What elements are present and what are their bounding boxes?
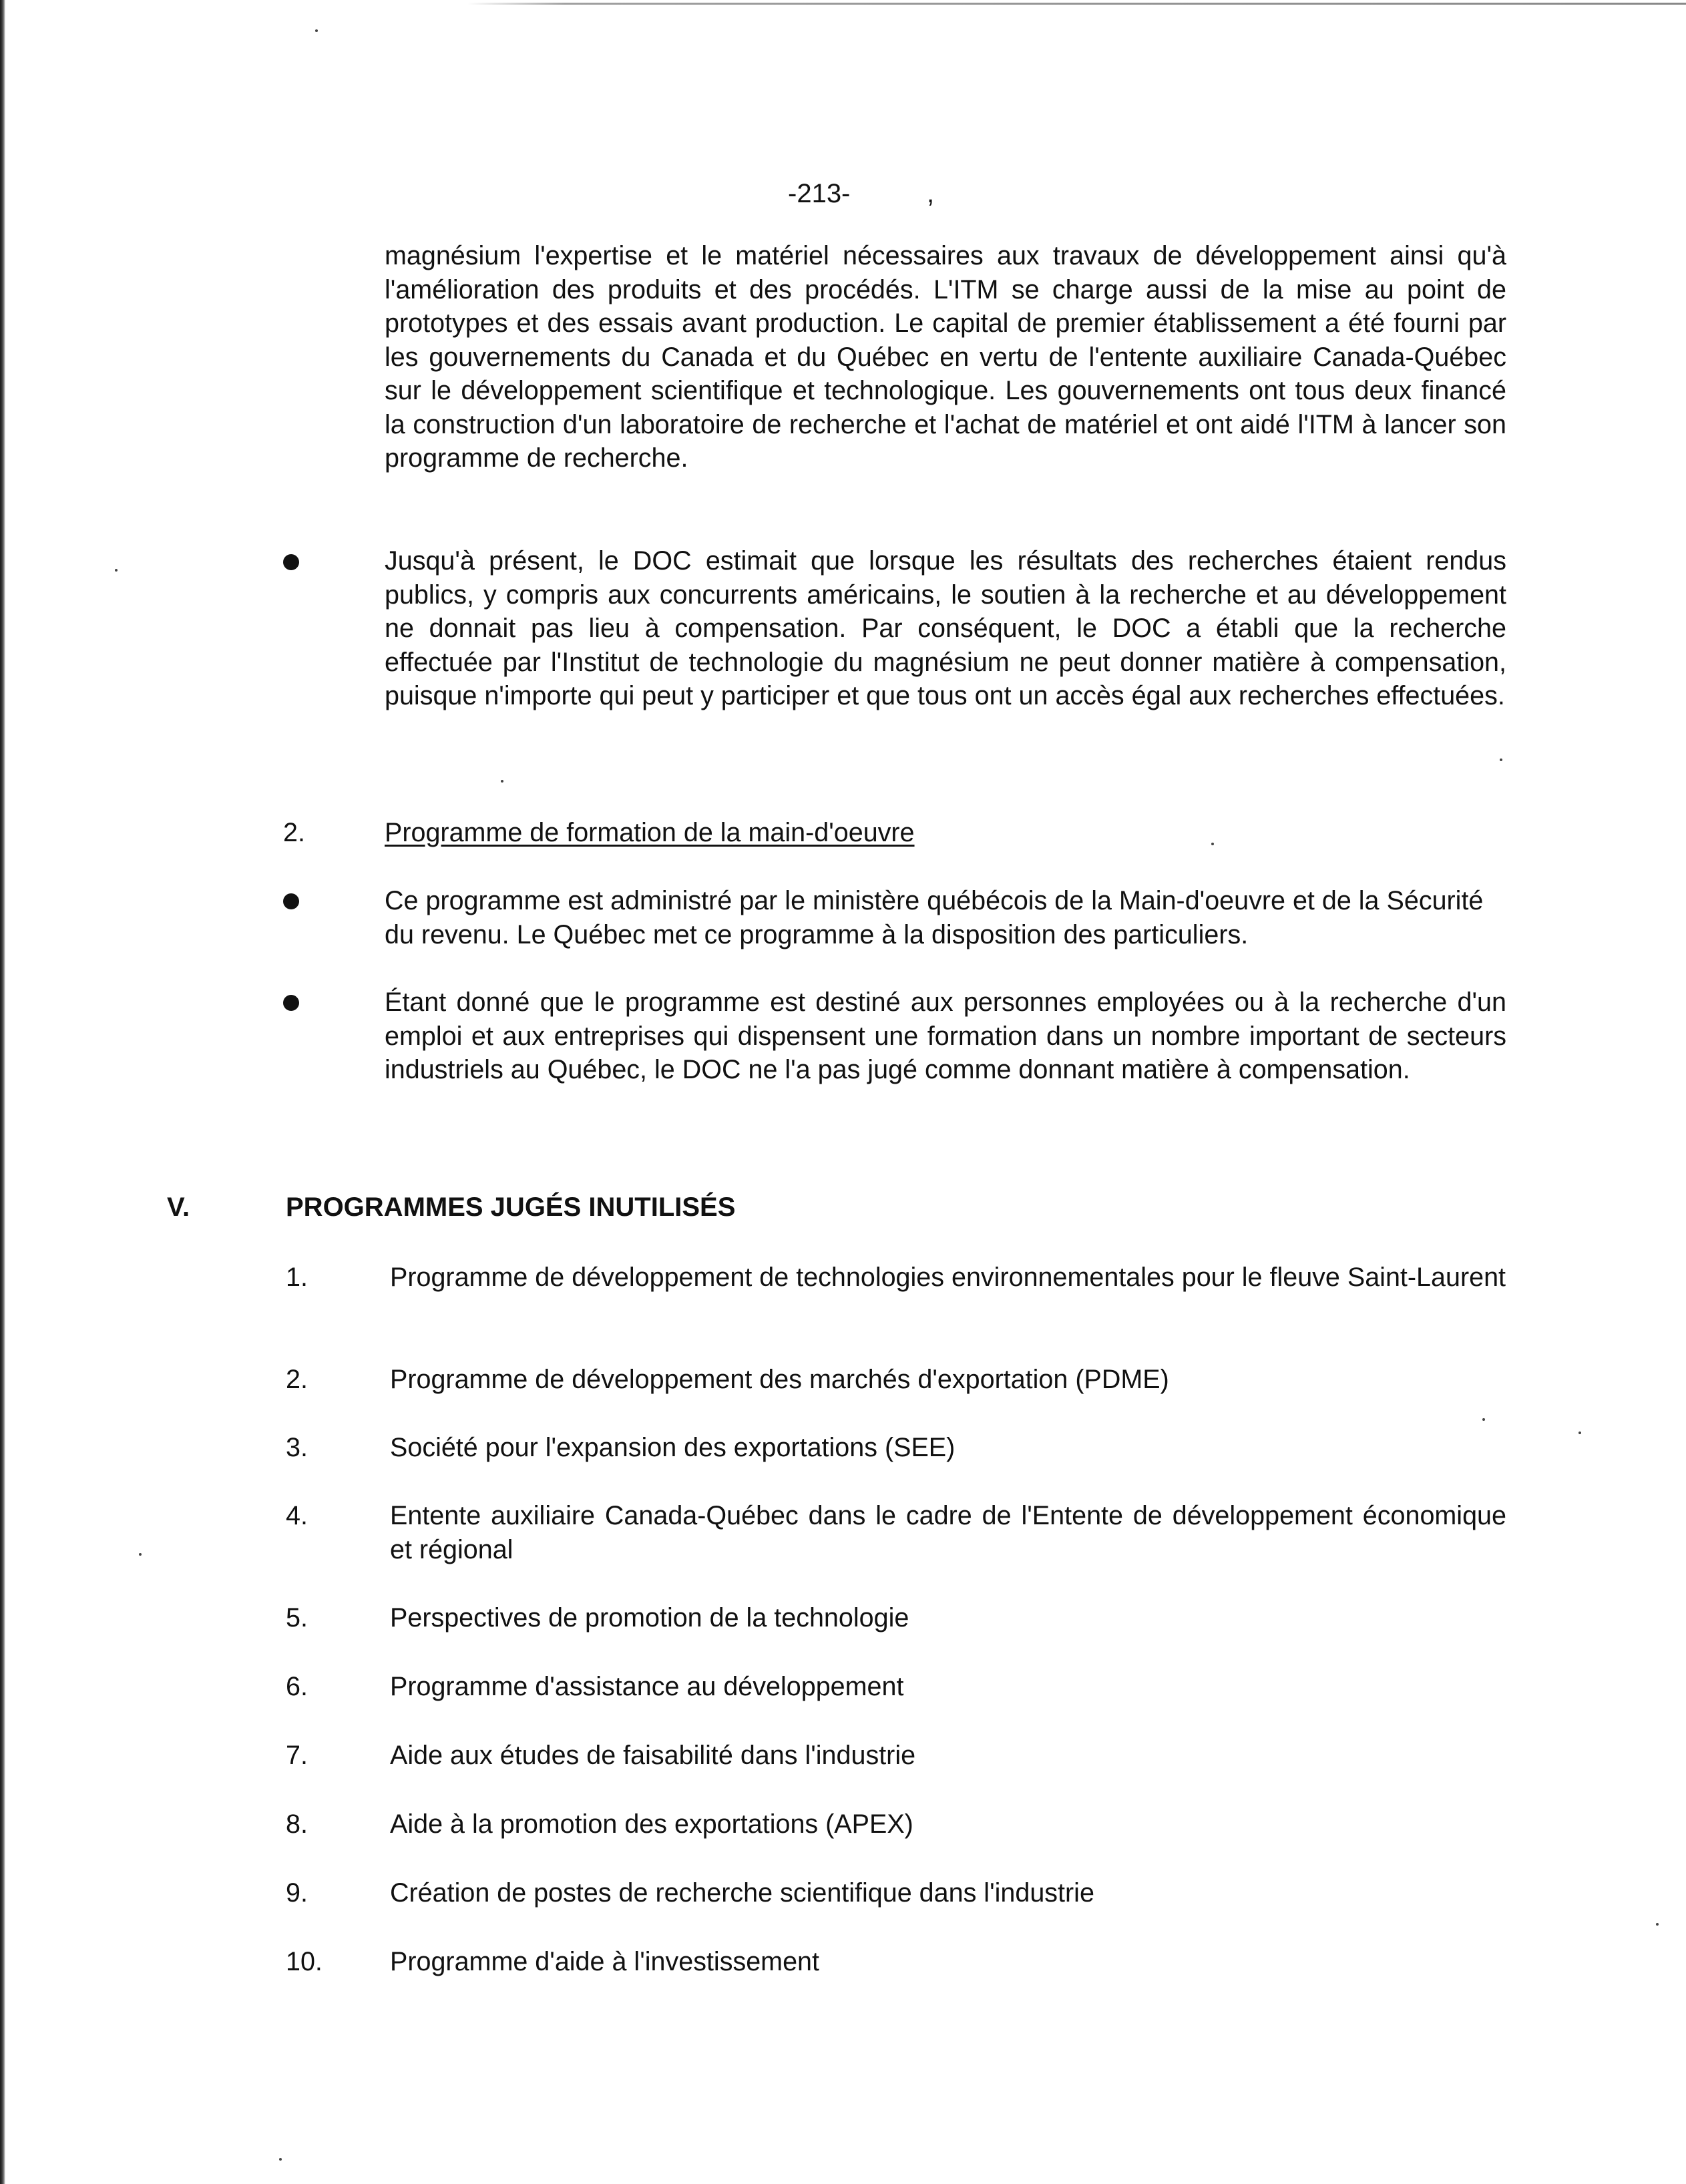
list-item-text: Aide aux études de faisabilité dans l'industrie [390, 1741, 916, 1770]
bullet-icon [283, 893, 299, 909]
section-2-bullet-2 [385, 986, 1506, 1087]
list-item-number: 4. [286, 1501, 308, 1530]
scan-speck [115, 569, 118, 572]
bullet-icon [283, 554, 299, 570]
section-2-title: Programme de formation de la main-d'oeuvre [385, 818, 915, 847]
list-item-text: Programme d'aide à l'investissement [390, 1947, 819, 1976]
intro-paragraph [385, 239, 1506, 475]
bullet-icon [283, 995, 299, 1011]
scan-speck [315, 29, 318, 32]
list-item-number: 5. [286, 1603, 308, 1632]
list-item-number: 6. [286, 1672, 308, 1701]
section-v-title: PROGRAMMES JUGÉS INUTILISÉS [286, 1192, 736, 1222]
section-v-number: V. [167, 1192, 190, 1222]
scan-speck [1578, 1432, 1581, 1434]
list-item-text: Programme de développement de technologies environnementales pour le fleuve Saint-Laurent [390, 1263, 1506, 1292]
list-item-number: 8. [286, 1809, 308, 1839]
intro-paragraph-text: magnésium l'expertise et le matériel nécessaires aux travaux de développement ainsi qu'à l'amélioration des produits et des procédés. L'ITM se charge aussi de la mise au point de prototypes et des essais avant production. Le capital de premier établissement a été fourni par les gouvernements du Canada et du Québec en vertu de l'entente auxiliaire Canada-Québec sur le développement scientifique et technologique. Les gouvernements ont tous deux financé la construction d'un laboratoire de recherche et l'achat de matériel et ont aidé l'ITM à lancer son programme de recherche. [385, 241, 1506, 473]
page-mark: , [927, 179, 935, 208]
list-item-text: Perspectives de promotion de la technologie [390, 1603, 909, 1632]
list-item-text: Société pour l'expansion des exportations (SEE) [390, 1433, 956, 1462]
research-bullet-text: Jusqu'à présent, le DOC estimait que lorsque les résultats des recherches étaient rendus publics, y compris aux concurrents américains, le soutien à la recherche et au développement ne donnait pas lieu à compensation. Par conséquent, le DOC a établi que la recherche effectuée par l'Institut de technologie du magnésium ne peut donner matière à compensation, puisque n'importe qui peut y participer et que tous ont un accès égal aux recherches effectuées. [385, 546, 1506, 710]
list-item-number: 2. [286, 1365, 308, 1394]
section-2-number: 2. [283, 818, 305, 847]
scan-speck [1656, 1923, 1659, 1926]
research-bullet-paragraph [385, 544, 1506, 713]
scan-speck [1482, 1418, 1485, 1421]
scan-speck [1211, 843, 1214, 845]
scan-speck [1500, 758, 1502, 761]
section-2-bullet-1-text: Ce programme est administré par le ministère québécois de la Main-d'oeuvre et de la Sécurité du revenu. Le Québec met ce programme à la disposition des particuliers. [385, 886, 1484, 949]
scan-speck [279, 2158, 282, 2161]
list-item-number: 7. [286, 1741, 308, 1770]
list-item-text: Entente auxiliaire Canada-Québec dans le cadre de l'Entente de développement économique et régional [390, 1501, 1506, 1564]
list-item-text: Aide à la promotion des exportations (APEX) [390, 1809, 913, 1839]
scan-left-edge [0, 0, 5, 2184]
list-item-number: 10. [286, 1947, 323, 1976]
list-item-text: Programme d'assistance au développement [390, 1672, 904, 1701]
list-item-text: Création de postes de recherche scientifique dans l'industrie [390, 1878, 1094, 1908]
list-item-number: 9. [286, 1878, 308, 1908]
section-2-bullet-1 [385, 884, 1506, 951]
list-item-text: Programme de développement des marchés d'exportation (PDME) [390, 1365, 1169, 1394]
page-number: -213- [788, 179, 851, 208]
scan-speck [139, 1553, 142, 1556]
section-2-bullet-2-text: Étant donné que le programme est destiné aux personnes employées ou à la recherche d'un emploi et aux entreprises qui dispensent une formation dans un nombre important de secteurs industriels au Québec, le DOC ne l'a pas jugé comme donnant matière à compensation. [385, 988, 1506, 1084]
scan-speck [501, 780, 503, 783]
list-item-number: 1. [286, 1263, 308, 1292]
list-item-number: 3. [286, 1433, 308, 1462]
scan-top-edge [467, 3, 1686, 5]
